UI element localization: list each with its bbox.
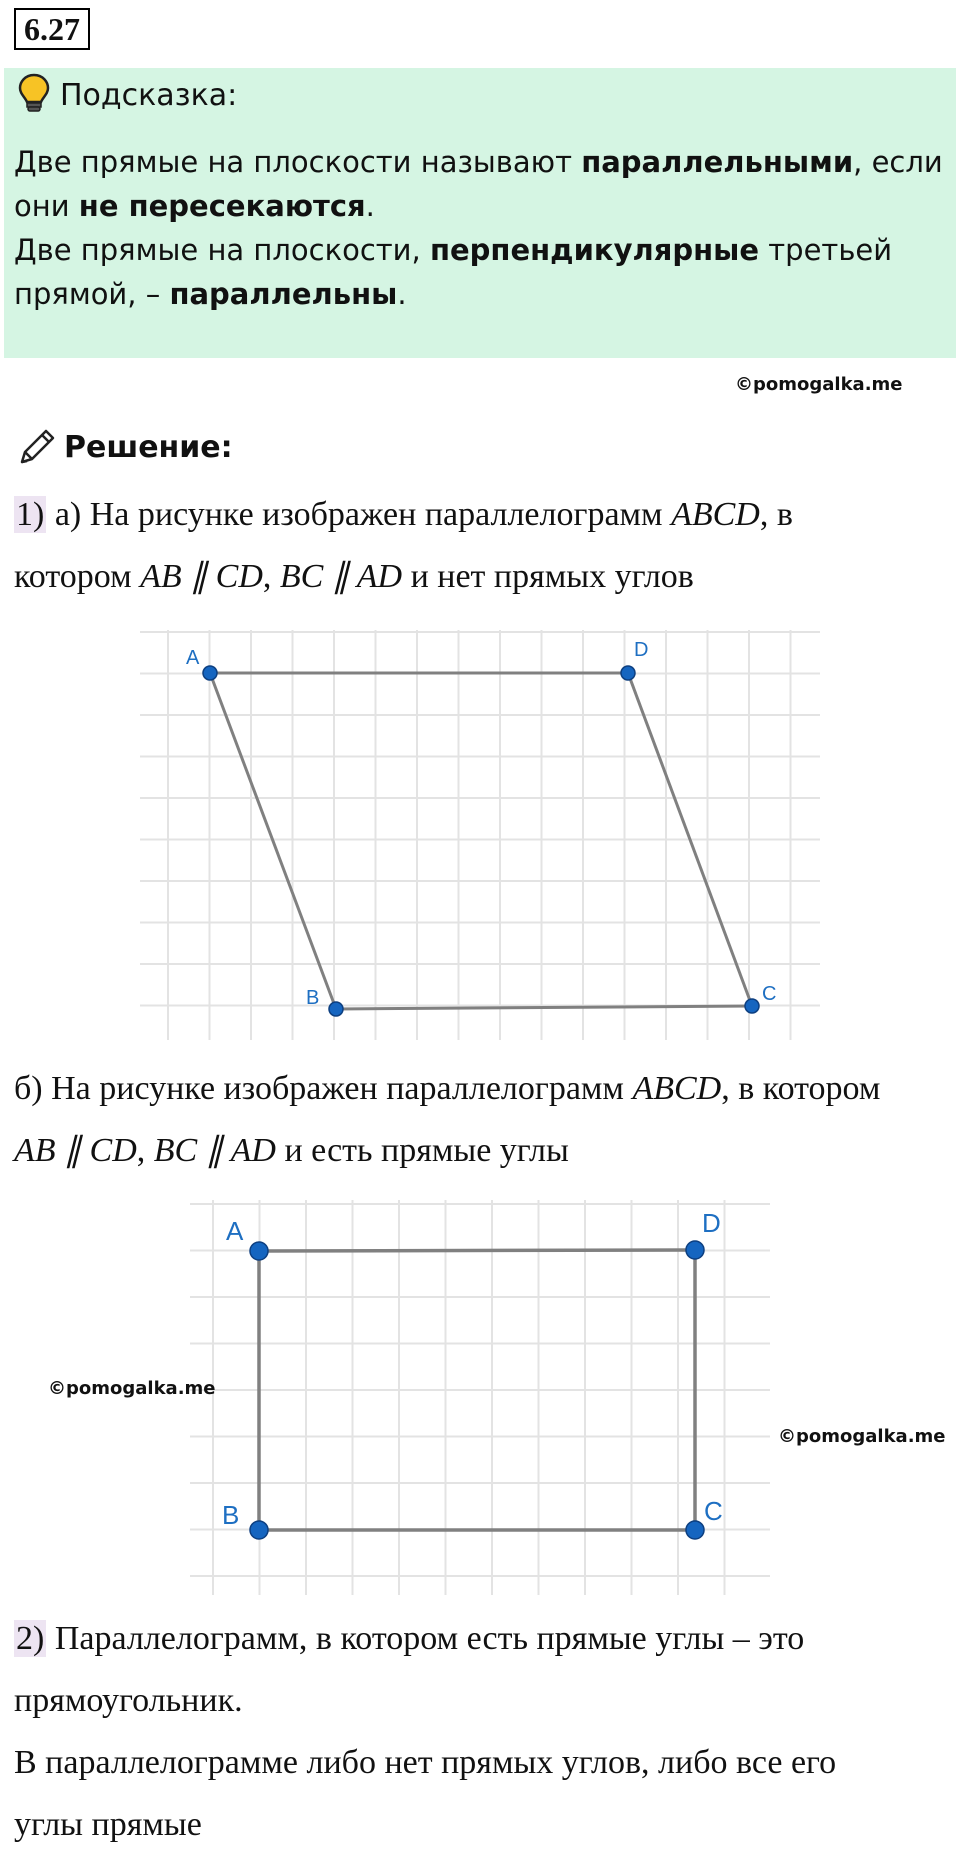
part2-text <box>14 1608 954 1856</box>
part1b-text <box>14 1058 954 1182</box>
part2-line-4: углы прямые <box>14 1806 202 1843</box>
part1-line-2: котором AB ∥ CD, BC ∥ AD и нет прямых углов <box>14 558 694 595</box>
point-c <box>745 999 759 1013</box>
hint-title: Подсказка: <box>60 78 238 113</box>
part2-line-2: прямоугольник. <box>14 1682 243 1719</box>
part1b-line-2: AB ∥ CD, BC ∥ AD и есть прямые углы <box>14 1132 569 1169</box>
label-d: D <box>634 639 649 661</box>
problem-number: 6.27 <box>14 8 90 50</box>
hint-line-1: Две прямые на плоскости называют параллельными, если <box>14 145 943 179</box>
hint-line-4: прямой, – параллельны. <box>14 277 407 311</box>
part2-line-3: В параллелограмме либо нет прямых углов, либо все его <box>14 1744 837 1781</box>
watermark: ©pomogalka.me <box>48 1378 216 1399</box>
solution-title: Решение: <box>64 430 233 465</box>
label-a: A <box>226 1216 244 1246</box>
grid <box>190 1200 770 1595</box>
grid <box>140 630 820 1040</box>
lightbulb-icon <box>16 72 52 114</box>
label-c: C <box>704 1496 723 1526</box>
point-c <box>686 1521 704 1539</box>
hint-text <box>14 140 944 316</box>
pencil-icon <box>16 426 58 468</box>
point-b <box>250 1521 268 1539</box>
label-b: B <box>306 987 320 1009</box>
parallelogram-edges <box>210 673 752 1009</box>
label-d: D <box>702 1208 721 1238</box>
point-a <box>203 666 217 680</box>
point-d <box>686 1241 704 1259</box>
edge-ab <box>210 673 336 1009</box>
label-a: A <box>186 647 200 669</box>
point-b <box>329 1002 343 1016</box>
hint-line-3: Две прямые на плоскости, перпендикулярные третьей <box>14 233 893 267</box>
point-a <box>250 1242 268 1260</box>
watermark: ©pomogalka.me <box>735 374 903 395</box>
part1-line-1: 1) а) На рисунке изображен параллелограмм ABCD, в <box>16 496 793 533</box>
figure-rectangle <box>180 1190 780 1600</box>
edge-ad <box>259 1250 695 1251</box>
part1b-line-1: б) На рисунке изображен параллелограмм ABCD, в котором <box>14 1070 881 1107</box>
label-b: B <box>222 1500 240 1530</box>
watermark: ©pomogalka.me <box>778 1426 946 1447</box>
label-c: C <box>762 983 777 1005</box>
part1-number: 1) <box>16 496 45 533</box>
hint-line-2: они не пересекаются. <box>14 189 375 223</box>
part1-text <box>14 484 944 608</box>
part2-line-1: 2) Параллелограмм, в котором есть прямые углы – это <box>16 1620 805 1657</box>
part2-number: 2) <box>16 1620 45 1657</box>
point-d <box>621 666 635 680</box>
figure-parallelogram <box>130 620 830 1050</box>
